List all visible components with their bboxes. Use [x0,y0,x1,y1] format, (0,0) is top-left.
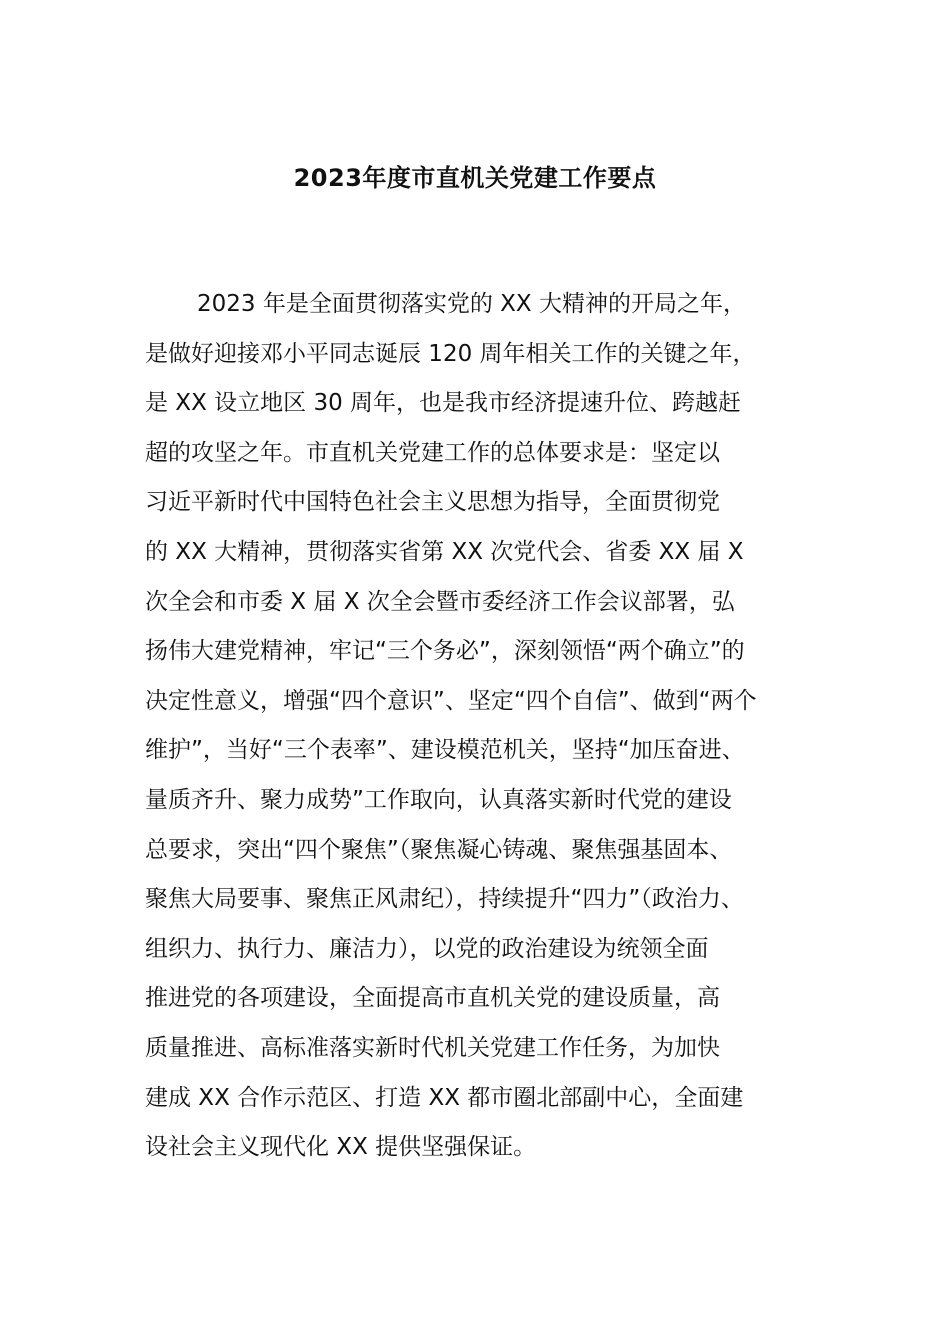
paragraph-line: 扬伟大建党精神，牢记“三个务必”，深刻领悟“两个确立”的 [145,638,745,665]
paragraph-line: 是 XX 设立地区 30 周年，也是我市经济提速升位、跨越赶 [145,390,742,417]
document-title: 2023年度市直机关党建工作要点 [293,164,657,192]
paragraph-line: 推进党的各项建设，全面提高市直机关党的建设质量，高 [145,985,720,1012]
paragraph-line: 质量推进、高标准落实新时代机关党建工作任务，为加快 [145,1034,720,1061]
paragraph-line: 的 XX 大精神，贯彻落实省第 XX 次党代会、省委 XX 届 X [145,538,744,565]
paragraph-line: 建成 XX 合作示范区、打造 XX 都市圈北部副中心，全面建 [145,1084,744,1111]
paragraph-line: 次全会和市委 X 届 X 次全会暨市委经济工作会议部署，弘 [145,588,735,615]
paragraph-line: 组织力、执行力、廉洁力），以党的政治建设为统领全面 [145,935,709,962]
paragraph-line: 决定性意义，增强“四个意识”、坚定“四个自信”、做到“两个 [145,687,757,714]
paragraph-line: 量质齐升、聚力成势”工作取向，认真落实新时代党的建设 [145,786,732,813]
paragraph-line: 设社会主义现代化 XX 提供坚强保证。 [145,1134,537,1161]
paragraph-line: 超的攻坚之年。市直机关党建工作的总体要求是：坚定以 [145,439,720,466]
paragraph-line: 总要求，突出“四个聚焦”（聚焦凝心铸魂、聚焦强基固本、 [145,836,733,863]
body-paragraph [145,280,810,1173]
paragraph-line: 维护”，当好“三个表率”、建设模范机关，坚持“加压奋进、 [145,737,745,764]
paragraph-line: 习近平新时代中国特色社会主义思想为指导，全面贯彻党 [145,489,720,516]
paragraph-line: 聚焦大局要事、聚焦正风肃纪），持续提升“四力”（政治力、 [145,886,744,913]
paragraph-line: 是做好迎接邓小平同志诞辰 120 周年相关工作的关键之年， [145,340,756,367]
paragraph-line: 2023 年是全面贯彻落实党的 XX 大精神的开局之年， [197,291,746,317]
